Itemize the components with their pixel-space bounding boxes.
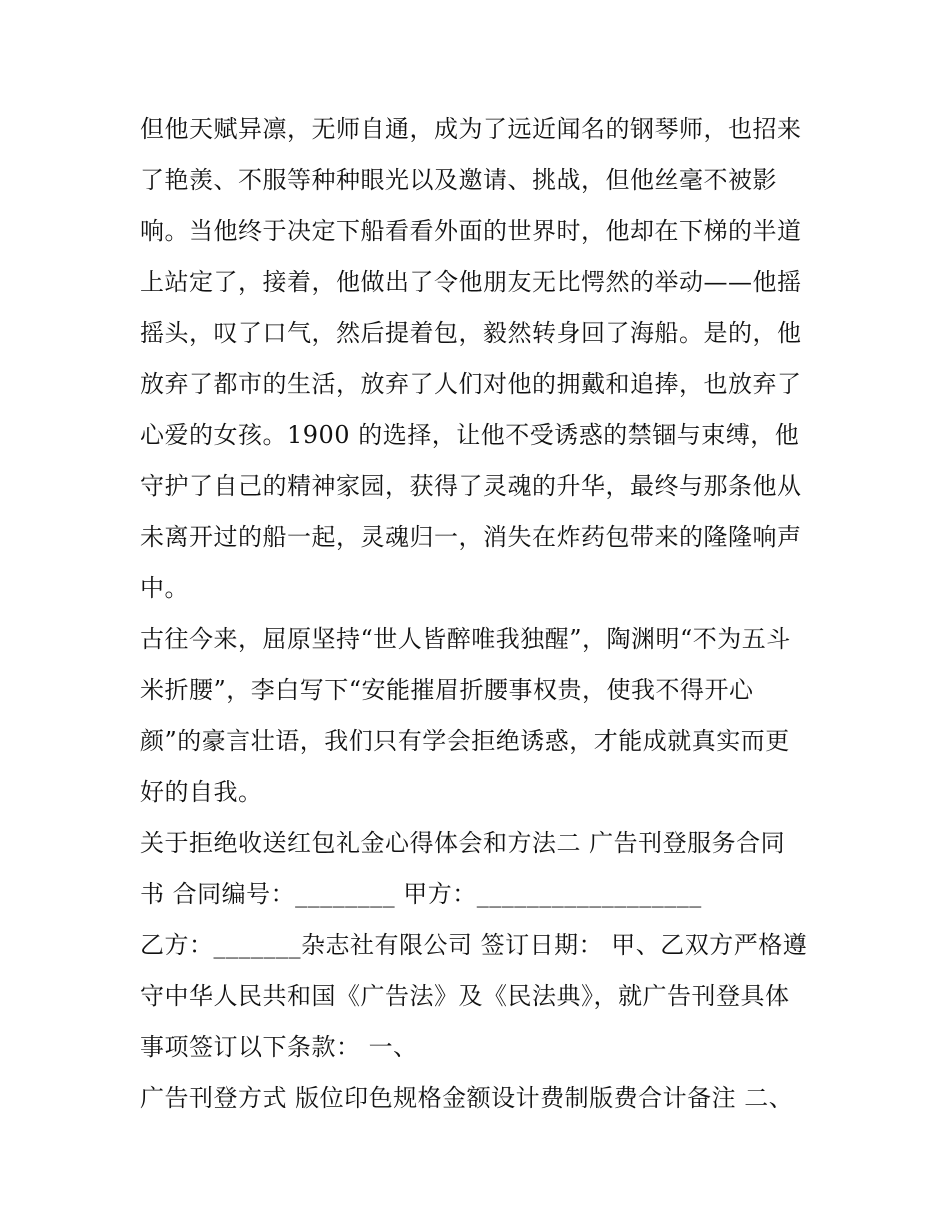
text-line: 古往今来，屈原坚持“世人皆醉唯我独醒”，陶渊明“不为五斗 [140, 625, 791, 653]
text-line: 心爱的女孩。1900 的选择，让他不受诱惑的禁锢与束缚，他 [140, 421, 800, 449]
text-line: 上站定了，接着，他做出了令他朋友无比愕然的举动——他摇 [140, 268, 802, 296]
paragraph-contract-parties [140, 920, 815, 1073]
paragraph-story [140, 104, 815, 614]
text-line: 米折腰”，李白写下“安能摧眉折腰事权贵，使我不得开心 [140, 676, 754, 704]
text-line: 了艳羡、不服等种种眼光以及邀请、挑战，但他丝毫不被影 [140, 166, 777, 194]
text-line: 摇头，叹了口气，然后提着包，毅然转身回了海船。是的，他 [140, 319, 802, 347]
text-line: 广告刊登方式 版位印色规格金额设计费制版费合计备注 二、 [140, 1084, 794, 1112]
text-line: 关于拒绝收送红包礼金心得体会和方法二 广告刊登服务合同 [140, 829, 786, 857]
text-line: 颜”的豪言壮语，我们只有学会拒绝诱惑，才能成就真实而更 [140, 727, 790, 755]
text-line: 守护了自己的精神家园，获得了灵魂的升华，最终与那条他从 [140, 472, 802, 500]
text-line: 乙方：_______杂志社有限公司 签订日期： 甲、乙双方严格遵 [140, 931, 808, 959]
text-line: 响。当他终于决定下船看看外面的世界时，他却在下梯的半道 [140, 217, 802, 245]
paragraph-history [140, 614, 815, 818]
paragraph-ad-method [140, 1073, 815, 1124]
text-line: 但他天赋异凛，无师自通，成为了远近闻名的钢琴师，也招来 [140, 115, 802, 143]
document-body [140, 104, 815, 1124]
text-line: 守中华人民共和国《广告法》及《民法典》，就广告刊登具体 [140, 982, 790, 1010]
text-line: 放弃了都市的生活，放弃了人们对他的拥戴和追捧，也放弃了 [140, 370, 802, 398]
text-line: 好的自我。 [140, 778, 263, 806]
text-line: 未离开过的船一起，灵魂归一，消失在炸药包带来的隆隆响声 [140, 523, 802, 551]
paragraph-contract-title [140, 818, 815, 920]
text-line: 书 合同编号：________ 甲方：__________________ [140, 880, 702, 908]
text-line: 事项签订以下条款： 一、 [140, 1033, 418, 1061]
text-line: 中。 [140, 574, 189, 602]
